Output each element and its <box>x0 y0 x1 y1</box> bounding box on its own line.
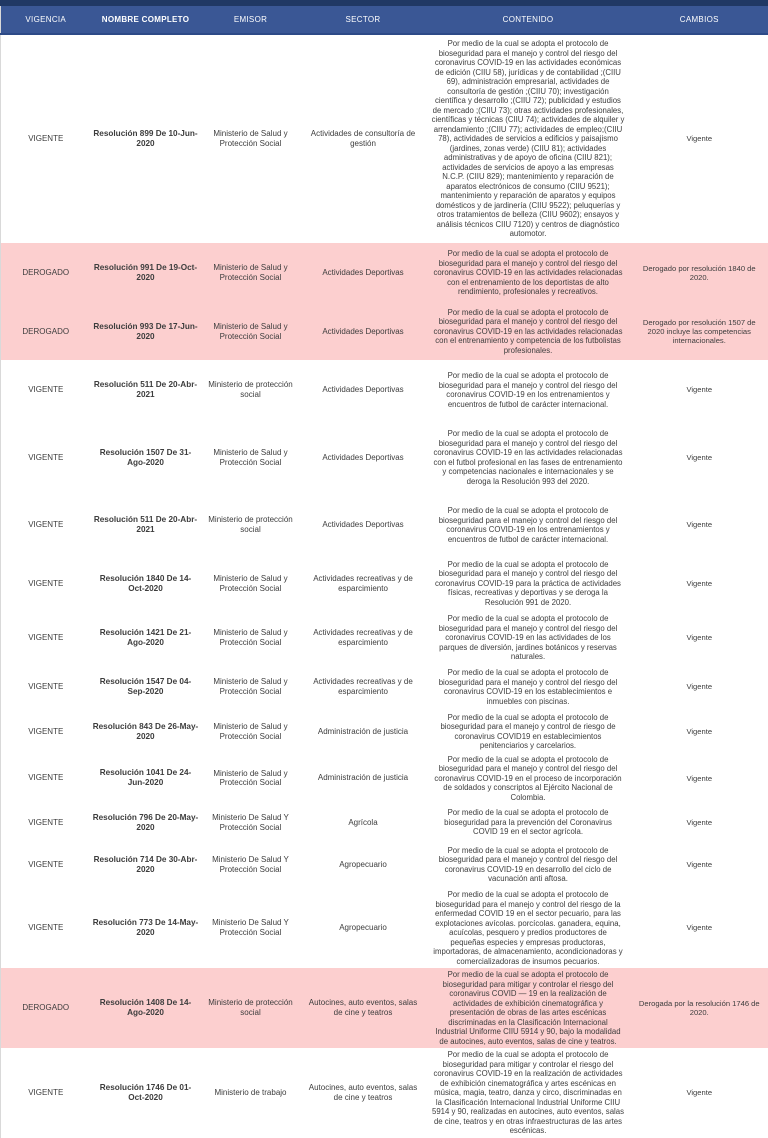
cell-sector: Actividades recreativas y de esparcimiento <box>301 612 426 664</box>
cell-contenido: Por medio de la cual se adopta el protocolo de bioseguridad para mitigar y controlar el riesgo del coronavirus COVID — 19 en la realización de actividades de exhibición cinematográfica y presentación de obras de las artes escénicas discriminadas en la Clasificación Internacional Industrial Uniforme CIIU 5914 y 90, bajo la modalidad de autocines, auto eventos, salas de cine y teatros. <box>426 968 631 1048</box>
cell-vigencia: VIGENTE <box>1 804 91 841</box>
cell-sector: Actividades Deportivas <box>301 243 426 303</box>
cell-nombre: Resolución 993 De 17-Jun-2020 <box>91 303 201 360</box>
cell-nombre: Resolución 796 De 20-May-2020 <box>91 804 201 841</box>
column-header-emisor: EMISOR <box>201 6 301 34</box>
cell-cambios: Vigente <box>631 612 768 664</box>
cell-cambios: Vigente <box>631 753 768 805</box>
cell-contenido: Por medio de la cual se adopta el protocolo de bioseguridad para mitigar y controlar el riesgo del coronavirus COVID-19 en la realización de actividades de exhibición cinematográfica y artes escénicas en música, magia, teatro, danza y circo, discriminadas en la Clasificación Internacional Industrial Uniforme CIIU 5914 y 90, realizadas en autocines, auto eventos, salas de cine, teatros y en otras infraestructuras de las artes escénicas. <box>426 1048 631 1138</box>
cell-vigencia: VIGENTE <box>1 360 91 420</box>
table-row <box>1 1048 768 1138</box>
cell-emisor: Ministerio De Salud Y Protección Social <box>201 804 301 841</box>
table-row <box>1 495 768 555</box>
cell-sector: Actividades Deportivas <box>301 420 426 495</box>
cell-cambios: Derogado por resolución 1840 de 2020. <box>631 243 768 303</box>
cell-nombre: Resolución 1547 De 04-Sep-2020 <box>91 664 201 711</box>
cell-emisor: Ministerio de protección social <box>201 968 301 1048</box>
cell-contenido: Por medio de la cual se adopta el protocolo de bioseguridad para el manejo y control del riesgo del coronavirus COVID-19 para la práctica de actividades físicas, recreativas y deportivas y se deroga la Resolución 991 de 2020. <box>426 555 631 612</box>
cell-emisor: Ministerio de Salud y Protección Social <box>201 420 301 495</box>
cell-emisor: Ministerio de trabajo <box>201 1048 301 1138</box>
cell-vigencia: VIGENTE <box>1 420 91 495</box>
cell-contenido: Por medio de la cual se adopta el protocolo de bioseguridad para el manejo y control del riesgo del coronavirus COVID-19 en las actividades económicas de edición (CIIU 58), jurídicas y de contabilidad ;(CIIU 69), administración empresarial, actividades de consultoría de gestión ;(CIIU 70); investigación científica y desarrollo ;(CIIU 72); publicidad y estudios de mercado ;(CIIU 73); otras actividades profesionales, científicas y técnicas (CIIU 74); actividades de alquiler y arrendamiento ;(CIIU 77); actividades de empleo;(CIIU 78), actividades de servicios a edificios y paisajismo (jardines, zonas verde) (CIIU 81); actividades administrativas y de apoyo de oficina (CIIU 821); actividades de servicios de apoyo a las empresas N.C.P. (CIIU 829); mantenimiento y reparación de aparatos electrónicos de consumo (CIIU 9521); mantenimiento y reparación de aparatos y equipos domésticos y de jardinería (CIIU 9522); peluquerías y otros tratamientos de belleza (CIIU 9602); ensayos y análisis técnicos CIIU 7120) y centros de diagnóstico automotor. <box>426 34 631 243</box>
cell-contenido: Por medio de la cual se adopta el protocolo de bioseguridad para el manejo y control del riesgo del coronavirus COVID-19 en las actividades relacionadas con el entrenamiento de los deportistas de alto rendimiento, profesionales y recreativos. <box>426 243 631 303</box>
cell-nombre: Resolución 1041 De 24-Jun-2020 <box>91 753 201 805</box>
table-row <box>1 711 768 753</box>
cell-emisor: Ministerio de protección social <box>201 360 301 420</box>
column-header-nombre-completo: NOMBRE COMPLETO <box>91 6 201 34</box>
cell-vigencia: VIGENTE <box>1 753 91 805</box>
cell-sector: Actividades de consultoría de gestión <box>301 34 426 243</box>
cell-cambios: Vigente <box>631 1048 768 1138</box>
table-row <box>1 303 768 360</box>
table-row <box>1 804 768 841</box>
cell-vigencia: DEROGADO <box>1 243 91 303</box>
cell-contenido: Por medio de la cual se adopta el protocolo de bioseguridad para el manejo y control del riesgo del coronavirus COVID-19 en los establecimientos e inmuebles con piscinas. <box>426 664 631 711</box>
cell-cambios: Derogada por la resolución 1746 de 2020. <box>631 968 768 1048</box>
cell-nombre: Resolución 773 De 14-May-2020 <box>91 888 201 968</box>
cell-cambios: Vigente <box>631 711 768 753</box>
column-header-cambios: CAMBIOS <box>631 6 768 34</box>
table-row <box>1 420 768 495</box>
cell-vigencia: DEROGADO <box>1 303 91 360</box>
resolutions-table <box>0 6 768 1138</box>
table-row <box>1 664 768 711</box>
cell-emisor: Ministerio de Salud y Protección Social <box>201 555 301 612</box>
cell-cambios: Vigente <box>631 841 768 888</box>
cell-cambios: Vigente <box>631 664 768 711</box>
cell-vigencia: VIGENTE <box>1 612 91 664</box>
cell-vigencia: VIGENTE <box>1 888 91 968</box>
cell-nombre: Resolución 511 De 20-Abr-2021 <box>91 495 201 555</box>
cell-contenido: Por medio de la cual se adopta el protocolo de bioseguridad para el manejo y control del riesgo del coronavirus COVID-19 en los entrenamientos y encuentros de futbol de carácter internacional. <box>426 495 631 555</box>
cell-cambios: Vigente <box>631 360 768 420</box>
cell-contenido: Por medio de la cual se adopta el protocolo de bioseguridad para el manejo y control del riesgo del coronavirus COVID-19 en desarrollo del ciclo de vacunación anti aftosa. <box>426 841 631 888</box>
cell-sector: Administración de justicia <box>301 753 426 805</box>
table-row <box>1 555 768 612</box>
table-row <box>1 841 768 888</box>
table-row <box>1 968 768 1048</box>
cell-cambios: Vigente <box>631 888 768 968</box>
cell-emisor: Ministerio de Salud y Protección Social <box>201 34 301 243</box>
table-body <box>1 34 768 1138</box>
cell-sector: Administración de justicia <box>301 711 426 753</box>
cell-contenido: Por medio de la cual se adopta el protocolo de bioseguridad para el manejo y control del riesgo de la enfermedad COVID 19 en el sector pecuario, para las explotaciones avícolas. porcícolas. ganadera, equina, acuícolas, pesquero y predios productores de pequeñas especies y empresas productoras, importadoras, de almacenamiento, acondicionadoras y comercializadoras de insumos pecuarios. <box>426 888 631 968</box>
column-header-vigencia: VIGENCIA <box>1 6 91 34</box>
cell-nombre: Resolución 991 De 19-Oct-2020 <box>91 243 201 303</box>
cell-sector: Actividades Deportivas <box>301 303 426 360</box>
cell-sector: Actividades recreativas y de esparcimiento <box>301 555 426 612</box>
cell-emisor: Ministerio de Salud y Protección Social <box>201 711 301 753</box>
cell-nombre: Resolución 1746 De 01-Oct-2020 <box>91 1048 201 1138</box>
cell-vigencia: VIGENTE <box>1 664 91 711</box>
cell-emisor: Ministerio De Salud Y Protección Social <box>201 841 301 888</box>
table-row <box>1 888 768 968</box>
header-row <box>1 6 768 34</box>
cell-cambios: Derogado por resolución 1507 de 2020 incluye las competencias internacionales. <box>631 303 768 360</box>
cell-emisor: Ministerio de Salud y Protección Social <box>201 612 301 664</box>
cell-nombre: Resolución 1840 De 14-Oct-2020 <box>91 555 201 612</box>
cell-sector: Agropecuario <box>301 841 426 888</box>
cell-sector: Agrícola <box>301 804 426 841</box>
cell-vigencia: DEROGADO <box>1 968 91 1048</box>
cell-emisor: Ministerio de Salud y Protección Social <box>201 243 301 303</box>
cell-vigencia: VIGENTE <box>1 1048 91 1138</box>
cell-contenido: Por medio de la cual se adopta el protocolo de bioseguridad para el manejo y control del riesgo del coronavirus COVID-19 en las actividades relacionadas con el entrenamiento y competencia de los futbolistas profesionales. <box>426 303 631 360</box>
cell-nombre: Resolución 714 De 30-Abr-2020 <box>91 841 201 888</box>
cell-nombre: Resolución 511 De 20-Abr-2021 <box>91 360 201 420</box>
table-row <box>1 753 768 805</box>
cell-sector: Agropecuario <box>301 888 426 968</box>
cell-cambios: Vigente <box>631 555 768 612</box>
cell-contenido: Por medio de la cual se adopta el protocolo de bioseguridad para el manejo y control del riesgo del coronavirus COVID-19 en las actividades relacionadas con el futbol profesional en las fases de entrenamiento y competencias nacionales e internacionales y se deroga la Resolución 993 del 2020. <box>426 420 631 495</box>
table-row <box>1 243 768 303</box>
cell-sector: Actividades Deportivas <box>301 360 426 420</box>
cell-nombre: Resolución 1421 De 21-Ago-2020 <box>91 612 201 664</box>
cell-emisor: Ministerio de Salud y Protección Social <box>201 303 301 360</box>
cell-nombre: Resolución 899 De 10-Jun-2020 <box>91 34 201 243</box>
table-row <box>1 360 768 420</box>
cell-emisor: Ministerio de Salud y Protección Social <box>201 664 301 711</box>
cell-emisor: Ministerio de Salud y Protección Social <box>201 753 301 805</box>
cell-vigencia: VIGENTE <box>1 495 91 555</box>
table-row <box>1 34 768 243</box>
cell-vigencia: VIGENTE <box>1 711 91 753</box>
column-header-contenido: CONTENIDO <box>426 6 631 34</box>
cell-cambios: Vigente <box>631 495 768 555</box>
cell-cambios: Vigente <box>631 804 768 841</box>
table-header <box>1 6 768 34</box>
cell-sector: Autocines, auto eventos, salas de cine y teatros <box>301 1048 426 1138</box>
cell-contenido: Por medio de la cual se adopta el protocolo de bioseguridad para el manejo y control del riesgo del coronavirus COVID-19 en los entrenamientos y encuentros de futbol de carácter internacional. <box>426 360 631 420</box>
cell-emisor: Ministerio de protección social <box>201 495 301 555</box>
cell-vigencia: VIGENTE <box>1 841 91 888</box>
cell-nombre: Resolución 1408 De 14-Ago-2020 <box>91 968 201 1048</box>
cell-emisor: Ministerio De Salud Y Protección Social <box>201 888 301 968</box>
cell-vigencia: VIGENTE <box>1 555 91 612</box>
cell-nombre: Resolución 1507 De 31-Ago-2020 <box>91 420 201 495</box>
cell-cambios: Vigente <box>631 34 768 243</box>
cell-sector: Actividades recreativas y de esparcimiento <box>301 664 426 711</box>
cell-contenido: Por medio de la cual se adopta el protocolo de bioseguridad para el manejo y control del riesgo del coronavirus COVID-19 en el proceso de incorporación de soldados y conscriptos al Ejército Nacional de Colombia. <box>426 753 631 805</box>
column-header-sector: SECTOR <box>301 6 426 34</box>
cell-sector: Autocines, auto eventos, salas de cine y teatros <box>301 968 426 1048</box>
cell-contenido: Por medio de la cual se adopta el protocolo de bioseguridad para el manejo y control del riesgo del coronavirus COVID-19 en las actividades de los parques de diversión, jardines botánicos y reservas naturales. <box>426 612 631 664</box>
cell-contenido: Por medio de la cual se adopta el protocolo de bioseguridad para la prevención del Coronavirus COVID 19 en el sector agrícola. <box>426 804 631 841</box>
cell-sector: Actividades Deportivas <box>301 495 426 555</box>
cell-contenido: Por medio de la cual se adopta el protocolo de bioseguridad para el manejo y control de riesgo de coronavirus COVID19 en establecimientos penitenciarios y carcelarios. <box>426 711 631 753</box>
cell-vigencia: VIGENTE <box>1 34 91 243</box>
cell-cambios: Vigente <box>631 420 768 495</box>
cell-nombre: Resolución 843 De 26-May-2020 <box>91 711 201 753</box>
table-row <box>1 612 768 664</box>
